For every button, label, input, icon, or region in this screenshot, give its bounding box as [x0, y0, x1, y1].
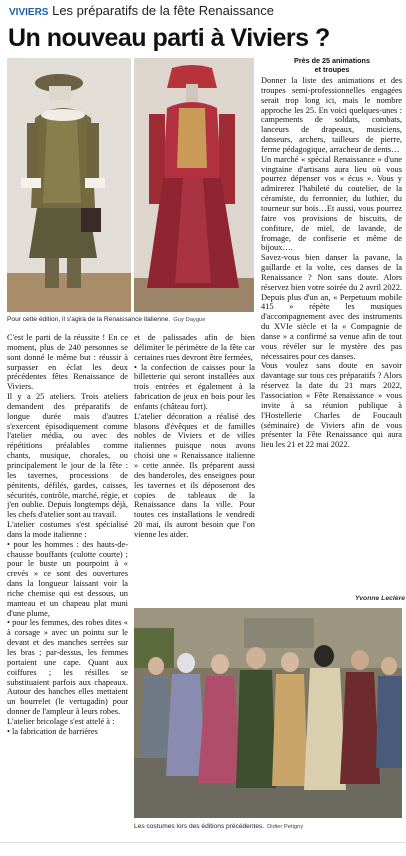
column-paragraph: C'est le parti de la réussite ! En ce moment, plus de 240 personnes se sont donné le même but : réussir à surpasser en éclat les deux précédentes fêtes Renaissance de Viviers.: [7, 333, 128, 392]
photo1-credit: Guy Daygue: [173, 317, 206, 323]
costumes-photo-image: [7, 58, 254, 312]
kicker-text: Les préparatifs de la fête Renaissance: [52, 3, 274, 18]
article-headline: Un nouveau parti à Viviers ?: [8, 24, 330, 52]
sidebar-paragraph: Un marché « spécial Renaissance » d'une vingtaine d'artisans aura lieu où vous pourrez dépenser vos « écus ». Vous y admirerez l'habileté du coutelier, de la céramiste, du ferronnier, du luthier, du tourneur sur bois…Et aussi, vous pourrez faire vos provisions de biscuits, de confiture, de miel, de lavande, de fromage, de confiserie et même de bijoux….: [261, 154, 402, 253]
parade-photo-image: [134, 608, 402, 818]
sidebar-paragraph: Donner la liste des animations et des troupes semi-professionnelles engagées serait trop long ici, mais le nombre approche les 25. En voici quelques-unes : campements de soldats, combats, lanceurs de drapeaux, musiciens, danseurs, archers, tailleurs de pierre, ferme pédagogique, arracheur de dents…: [261, 76, 402, 154]
sidebar-body: [261, 76, 402, 584]
sidebar-paragraph: Vous voulez sans doute en savoir davantage sur tous ces préparatifs ? Alors réservez la date du 21 mars 2022, l'association « Fête Renaissance » vous invite à sa réunion publique à l'Hostellerie Charles de Foucault (séminaire) de Viviers afin de vous présenter la Fête Renaissance qui aura lieu les 21 et 22 mai 2022.: [261, 361, 402, 450]
sidebar-title-line1: Près de 25 animations: [294, 56, 370, 65]
article-byline: Yvonne Leclère: [355, 595, 405, 602]
sidebar-title: [262, 56, 402, 74]
column-paragraph: et de palissades afin de bien délimiter le périmètre de la fête car certaines rues devront être fermées,: [134, 333, 255, 362]
page-bottom-rule: [0, 842, 406, 843]
article-column-2: [134, 333, 255, 585]
article-kicker: [9, 3, 401, 20]
photo2-credit: Didier Petigny: [267, 824, 304, 830]
article-column-1: [7, 333, 128, 837]
sidebar-paragraph: Savez-vous bien danser la pavane, la gaillarde et la volte, ces danses de la Renaissance ? Non sans doute. Alors réservez bien votre soirée du 2 avril 2022. Depuis plus d'un an, « Perpetuum mobile 415 » répète les musiques d'accompagnement avec des instruments du XVIe siècle et la « Compagnie de danse » a confirmé sa venue afin de tout vous révéler sur le mystère des pas nécessaires pour ces danses.: [261, 253, 402, 361]
column-paragraph: L'atelier costumes s'est spécialisé dans la mode italienne :: [7, 520, 128, 539]
column-paragraph: • pour les hommes : des hauts-de-chausse bouffants (culotte courte) ; pour le buste un pourpoint à « crevés » ce sont des ouvertures dans la longueur laissant voir la riche chemise qui est dessous, un manteau et un chapeau plat muni d'une plume,: [7, 539, 128, 618]
column-paragraph: Il y a 25 ateliers. Trois ateliers demandent des préparatifs de longue durée mais d'autres s'exercent épisodiquement comme l'atelier média, ou avec des répétitions préalables comme chants, musique, chorales, ou principalement le jour de la fête : les tavernes, processions de pénitents, défilés, gardes, caisses, sécurités, contrôle, marché, régie, et j'en oublie. Depuis longtemps déjà, les chefs d'atelier sont au travail.: [7, 392, 128, 520]
parade-photo: [134, 608, 402, 818]
column-paragraph: • la fabrication de barrières: [7, 726, 98, 736]
photo1-caption-text: Pour cette édition, il s'agira de la Renaissance italienne.: [7, 316, 171, 323]
column-paragraph: L'atelier décoration a réalisé des blasons d'évêques et de familles nobles de Viviers et de villes italiennes puisque nous avons choisi une « Renaissance italienne » cette année. Ils préparent aussi des banderoles, des enseignes pour les tavernes et ils déposeront des copies de tableaux de la Renaissance dans la ville. Pour toutes ces installations le vendredi 20 mai, ils auront besoin que l'on vienne les aider.: [134, 411, 255, 539]
photo1-caption: [7, 316, 206, 324]
costumes-photo: [7, 58, 254, 312]
column-paragraph: • pour les femmes, des robes dites « à corsage » avec un pointu sur le devant et des manches serrées sur les bras ; par-dessus, les femmes portaient une cape. Quant aux coiffures ; les résilles se substituaient parfois aux chapeaux. Autour des hanches elles mettaient un bourrelet (le vertugadin) pour donner de l'ampleur à leurs robes.: [7, 618, 128, 717]
column-paragraph: L'atelier bricolage s'est attelé à :: [7, 716, 115, 726]
photo2-caption-text: Les costumes lors des éditions précédentes.: [134, 823, 265, 830]
kicker-tag: VIVIERS: [9, 7, 49, 18]
photo2-caption: [134, 823, 303, 831]
column-paragraph: • la confection de caisses pour la billetterie qui seront installées aux trois entrées et également à la fabrication de jeux en bois pour les enfants (château fort).: [134, 362, 255, 411]
sidebar-title-line2: et troupes: [314, 65, 350, 74]
